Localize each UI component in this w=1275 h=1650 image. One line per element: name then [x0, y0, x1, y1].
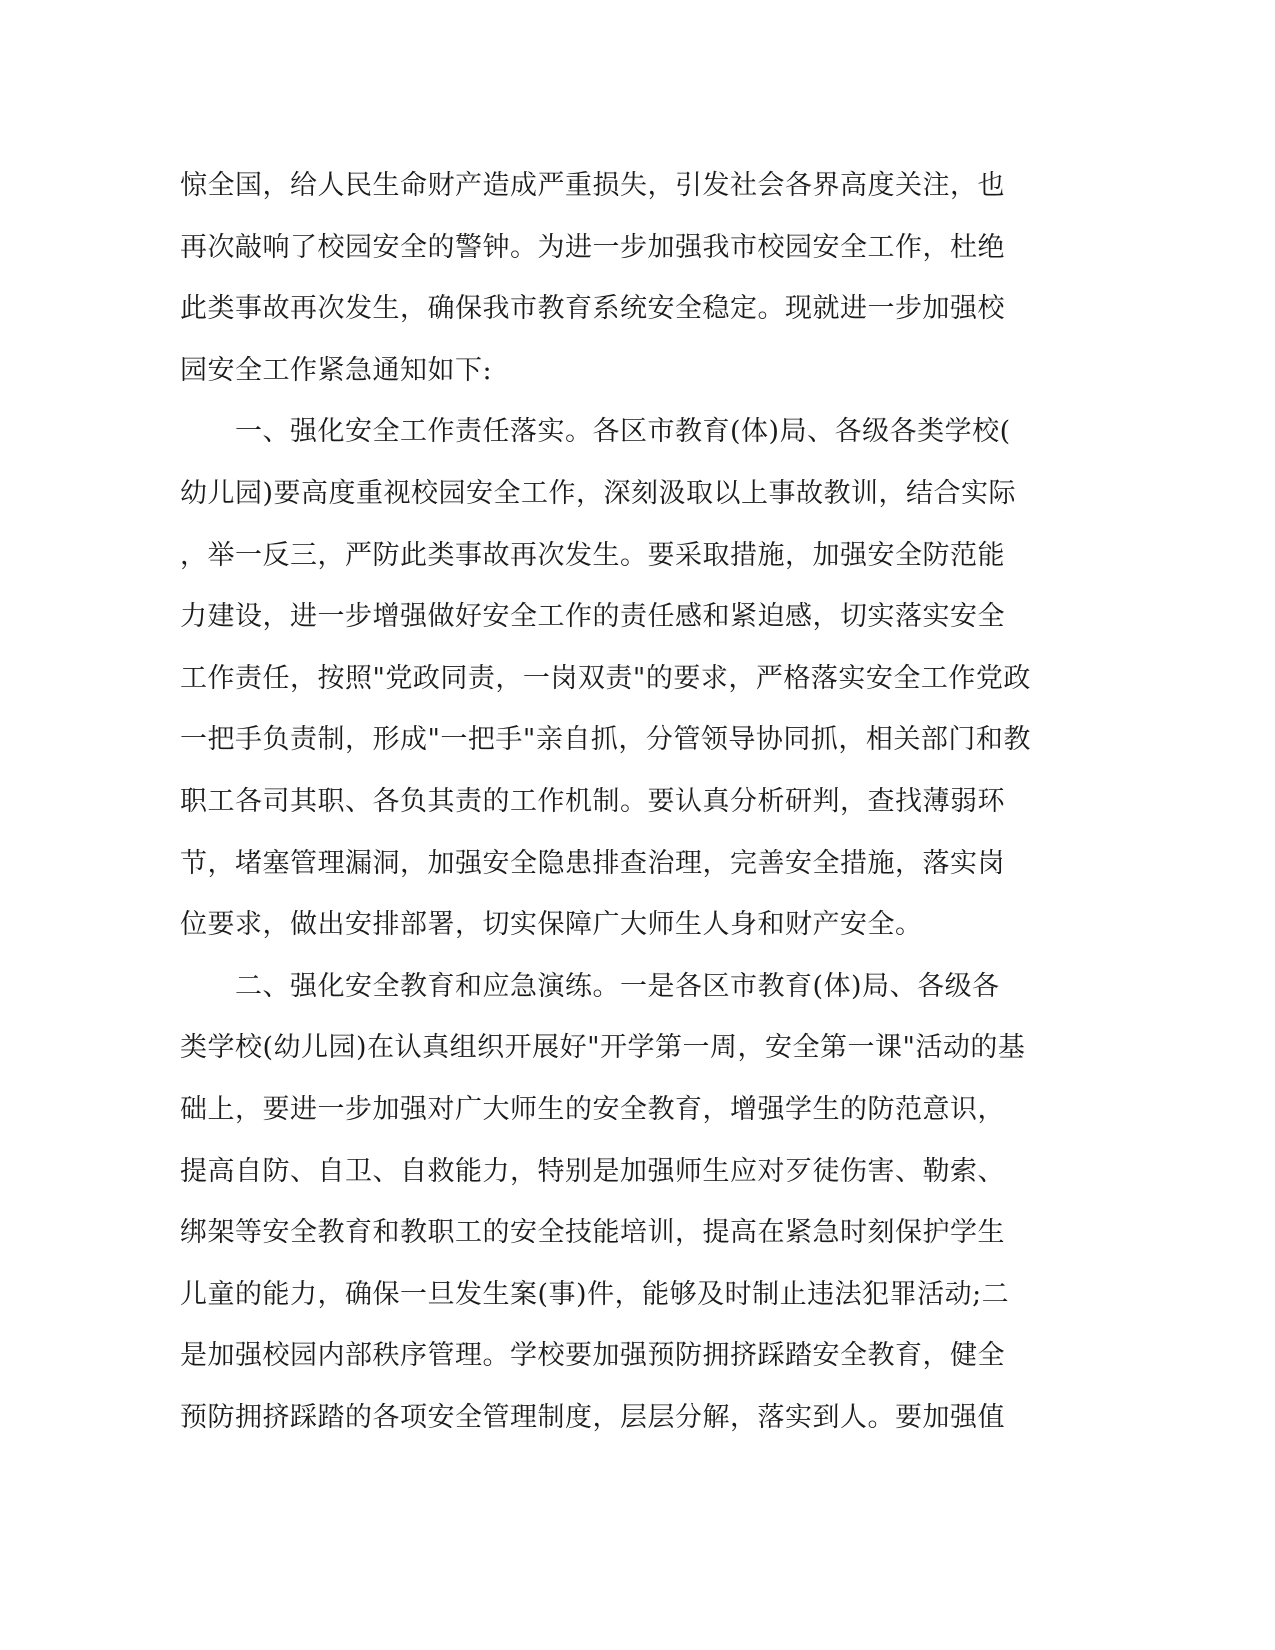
text-line-1: 惊全国，给人民生命财产造成严重损失，引发社会各界高度关注，也 [180, 170, 1005, 201]
text-line-20: 是加强校园内部秩序管理。学校要加强预防拥挤踩踏安全教育，健全 [180, 1340, 1005, 1372]
text-line-2: 再次敲响了校园安全的警钟。为进一步加强我市校园安全工作，杜绝 [180, 231, 1005, 263]
text-line-8: 力建设，进一步增强做好安全工作的责任感和紧迫感，切实落实安全 [180, 601, 1005, 633]
text-line-17: 提高自防、自卫、自救能力，特别是加强师生应对歹徒伤害、勒索、 [180, 1155, 1005, 1187]
text-line-5: 一、强化安全工作责任落实。各区市教育(体)局、各级各类学校( [180, 416, 1011, 448]
text-line-19: 儿童的能力，确保一旦发生案(事)件，能够及时制止违法犯罪活动;二 [180, 1278, 1010, 1310]
text-line-3: 此类事故再次发生，确保我市教育系统安全稳定。现就进一步加强校 [180, 293, 1005, 325]
text-line-11: 职工各司其职、各负其责的工作机制。要认真分析研判，查找薄弱环 [180, 785, 1005, 817]
text-line-7: ，举一反三，严防此类事故再次发生。要采取措施，加强安全防范能 [180, 539, 1005, 571]
text-line-4: 园安全工作紧急通知如下: [180, 354, 493, 386]
text-line-21: 预防拥挤踩踏的各项安全管理制度，层层分解，落实到人。要加强值 [180, 1401, 1005, 1433]
text-line-16: 础上，要进一步加强对广大师生的安全教育，增强学生的防范意识， [180, 1093, 1005, 1125]
text-line-6: 幼儿园)要高度重视校园安全工作，深刻汲取以上事故教训，结合实际 [180, 477, 1017, 509]
text-line-12: 节，堵塞管理漏洞，加强安全隐患排查治理，完善安全措施，落实岗 [180, 847, 1005, 879]
text-line-15: 类学校(幼儿园)在认真组织开展好"开学第一周，安全第一课"活动的基 [180, 1032, 1026, 1064]
text-line-9: 工作责任，按照"党政同责，一岗双责"的要求，严格落实安全工作党政 [180, 662, 1031, 694]
text-line-18: 绑架等安全教育和教职工的安全技能培训，提高在紧急时刻保护学生 [180, 1217, 1005, 1249]
text-line-13: 位要求，做出安排部署，切实保障广大师生人身和财产安全。 [180, 909, 923, 941]
text-line-14: 二、强化安全教育和应急演练。一是各区市教育(体)局、各级各 [180, 970, 1000, 1002]
text-line-10: 一把手负责制，形成"一把手"亲自抓，分管领导协同抓，相关部门和教 [180, 724, 1031, 756]
body-text [180, 155, 1050, 1448]
